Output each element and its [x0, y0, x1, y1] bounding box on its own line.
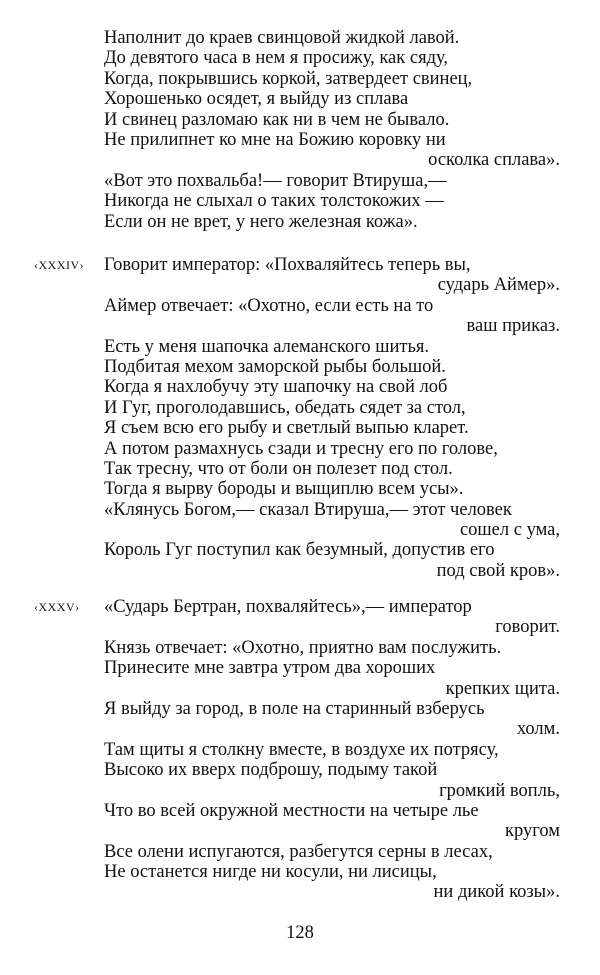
verse-text: под свой кров».	[436, 560, 560, 581]
verse-line	[0, 439, 600, 459]
verse-line	[0, 540, 600, 560]
verse-line	[0, 212, 600, 232]
verse-text: «Клянусь Богом,— сказал Втируша,— этот человек	[104, 499, 512, 520]
verse-line	[0, 28, 600, 48]
verse-text: И Гуг, проголодавшись, обедать сядет за стол,	[104, 397, 466, 418]
verse-continuation	[0, 150, 600, 170]
verse-line	[0, 89, 600, 109]
verse-continuation	[0, 781, 600, 801]
verse-text: сошел с ума,	[459, 520, 560, 541]
verse-text: кругом	[505, 821, 560, 842]
verse-line	[0, 296, 600, 316]
verse-line	[0, 842, 600, 862]
verse-continuation	[0, 275, 600, 295]
verse-line	[0, 357, 600, 377]
verse-text: ни дикой козы».	[433, 882, 560, 903]
verse-text: сударь Аймер».	[437, 275, 560, 296]
verse-text: Тогда я вырву бороды и выщиплю всем усы».	[104, 479, 464, 500]
verse-line	[0, 48, 600, 68]
verse-line	[0, 638, 600, 658]
verse-line	[0, 699, 600, 719]
stanza-xxxv	[0, 597, 600, 903]
verse-text: ваш приказ.	[466, 316, 560, 337]
verse-text: Не останется нигде ни косули, ни лисицы,	[104, 862, 437, 883]
page-number: 128	[286, 923, 314, 943]
verse-text: Что во всей окружной местности на четыре лье	[104, 800, 479, 821]
verse-continuation	[0, 882, 600, 902]
stanza-xxxiv	[0, 255, 600, 581]
stanza-number: ‹XXXV›	[34, 600, 80, 614]
verse-text: крепких щита.	[445, 678, 560, 699]
verse-text: осколка сплава».	[428, 150, 560, 171]
verse-text: Я съем всю его рыбу и светлый выпью кларет.	[104, 418, 469, 439]
verse-line	[0, 500, 600, 520]
verse-continuation	[0, 617, 600, 637]
verse-text: Высоко их вверх подброшу, подыму такой	[104, 760, 438, 781]
verse-line	[0, 191, 600, 211]
verse-text: И свинец разломаю как ни в чем не бывало.	[104, 109, 450, 130]
verse-text: Говорит император: «Похваляйтесь теперь вы,	[104, 255, 471, 275]
verse-text: Князь отвечает: «Охотно, приятно вам послужить.	[104, 637, 502, 658]
verse-text: Там щиты я столкну вместе, в воздухе их потрясу,	[104, 739, 499, 760]
verse-text: А потом размахнусь сзади и тресну его по голове,	[104, 438, 498, 459]
verse-line	[0, 760, 600, 780]
verse-text: Есть у меня шапочка алеманского шитья.	[104, 336, 430, 357]
verse-line	[0, 255, 600, 275]
verse-continuation	[0, 719, 600, 739]
verse-line	[0, 459, 600, 479]
verse-continuation	[0, 561, 600, 581]
verse-continuation	[0, 316, 600, 336]
verse-line	[0, 862, 600, 882]
verse-text: Никогда не слыхал о таких толстокожих —	[104, 191, 444, 212]
verse-text: холм.	[516, 719, 560, 740]
verse-line	[0, 130, 600, 150]
verse-continuation	[0, 679, 600, 699]
verse-text: Когда, покрывшись коркой, затвердеет свинец,	[104, 68, 473, 89]
verse-text: Если он не врет, у него железная кожа».	[104, 211, 418, 232]
verse-text: Аймер отвечает: «Охотно, если есть на то	[104, 295, 434, 316]
verse-line	[0, 398, 600, 418]
stanza-number: ‹XXXIV›	[34, 258, 85, 272]
verse-text: Хорошенько осядет, я выйду из сплава	[104, 89, 409, 110]
verse-text: Принесите мне завтра утром два хороших	[104, 658, 436, 679]
verse-continuation	[0, 821, 600, 841]
verse-text: громкий вопль,	[439, 780, 560, 801]
verse-line	[0, 110, 600, 130]
verse-line	[0, 658, 600, 678]
verse-line	[0, 171, 600, 191]
verse-line	[0, 801, 600, 821]
verse-text: Наполнит до краев свинцовой жидкой лавой.	[104, 28, 460, 48]
verse-text: Король Гуг поступил как безумный, допустив его	[104, 540, 495, 561]
verse-line	[0, 740, 600, 760]
verse-line	[0, 418, 600, 438]
verse-text: «Вот это похвальба!— говорит Втируша,—	[104, 170, 447, 191]
verse-text: Когда я нахлобучу эту шапочку на свой лоб	[104, 377, 448, 398]
verse-line	[0, 597, 600, 617]
verse-text: Так тресну, что от боли он полезет под стол.	[104, 458, 453, 479]
verse-text: «Сударь Бертран, похваляйтесь»,— император	[104, 597, 472, 617]
verse-text: До девятого часа в нем я просижу, как сяду,	[104, 48, 449, 69]
verse-line	[0, 337, 600, 357]
verse-line	[0, 69, 600, 89]
verse-text: Подбитая мехом заморской рыбы большой.	[104, 356, 446, 377]
verse-text: Не прилипнет ко мне на Божию коровку ни	[104, 129, 446, 150]
verse-text: говорит.	[495, 617, 560, 638]
verse-continuation	[0, 520, 600, 540]
stanza-1	[0, 28, 600, 232]
verse-line	[0, 377, 600, 397]
verse-line	[0, 479, 600, 499]
verse-text: Я выйду за город, в поле на старинный взберусь	[104, 698, 485, 719]
verse-text: Все олени испугаются, разбегутся серны в лесах,	[104, 841, 493, 862]
